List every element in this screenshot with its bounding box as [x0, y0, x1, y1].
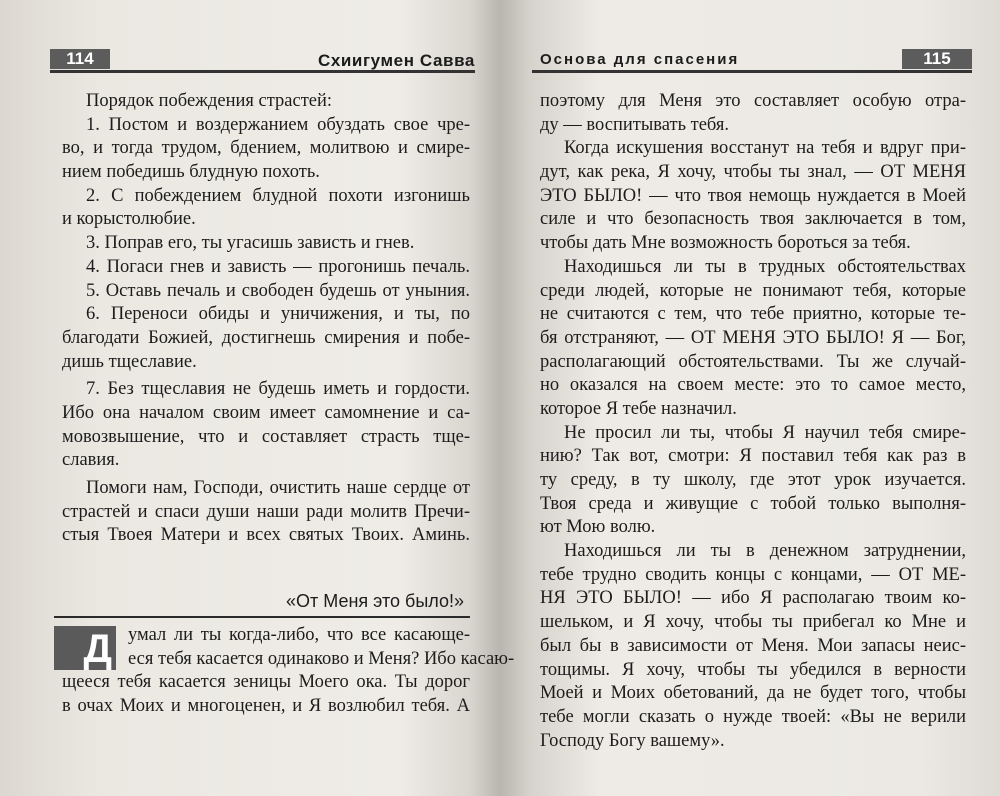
text-line: ду — воспитывать тебя. [540, 114, 730, 135]
running-head-right: Основа для спасения [540, 51, 740, 68]
text-line: Находишься ли ты в денежном затруднении, [564, 541, 966, 562]
text-line: бя отстраняют, — ОТ МЕНЯ ЭТО БЫЛО! Я — Бог, [540, 327, 966, 348]
chapter-title: «От Меня это было!» [286, 591, 464, 612]
text-line: Помоги нам, Господи, очистить наше сердце от [86, 478, 470, 498]
header-rule-right [532, 70, 972, 73]
text-line: 7. Без тщеславия не будешь иметь и гордости. [86, 379, 470, 400]
right-page-body [540, 90, 966, 753]
text-line: Порядок побеждения страстей: [86, 91, 333, 111]
text-line: 4. Погаси гнев и зависть — прогонишь печаль. [86, 256, 470, 277]
right-page-header [532, 47, 972, 73]
text-line: 5. Оставь печаль и свободен будешь от уныния. [86, 280, 470, 301]
text-line: еся тебя касается одинаково и Меня? Ибо касаю- [128, 648, 515, 669]
text-line: 1. Постом и воздержанием обуздать свое чре- [86, 114, 470, 135]
text-line: Не просил ли ты, чтобы Я научил тебя смире- [564, 422, 966, 443]
text-line: нием победишь блудную похоть. [62, 162, 320, 183]
text-line: располагающий обстоятельствами. Ты же случай- [540, 351, 966, 372]
text-line: Находишься ли ты в трудных обстоятельствах [564, 256, 966, 277]
text-line: поэтому для Меня это составляет особую отра- [540, 91, 966, 111]
text-line: 6. Переноси обиды и уничижения, и ты, по [86, 304, 470, 325]
text-line: не считаются с тем, что тебе приятно, которые те- [540, 304, 966, 325]
text-line: щееся тебя касается зеницы Моего ока. Ты дорог [62, 672, 470, 693]
text-line: 3. Поправ его, ты угасишь зависть и гнев. [86, 233, 415, 254]
text-line: во, и тогда трудом, бдением, молитвою и смире- [62, 138, 470, 159]
text-line: умал ли ты когда-либо, что все касающе- [128, 625, 470, 646]
text-line: нию? Так вот, смотри: Я поставил тебя как раз в [540, 446, 966, 467]
text-line: шельком, и Я хочу, чтобы ты прибегал ко Мне и [540, 612, 966, 633]
left-page-body [62, 90, 515, 719]
text-line: ЭТО БЫЛО! — что твоя немощь нуждается в Моей [540, 185, 966, 206]
text-line: тебе могли сказать о нужде твоей: «Вы не верили [540, 706, 966, 727]
text-line: силе и что безопасность твоя заключается в том, [540, 209, 966, 230]
text-line: ют Мою волю. [540, 517, 656, 538]
text-line: дишь тщеславие. [62, 351, 197, 372]
text-line: НЯ ЭТО БЫЛО! — ибо Я располагаю твоим ко- [540, 588, 966, 609]
header-rule-left [50, 70, 475, 73]
text-line: Когда искушения восстанут на тебя и вдруг при- [564, 138, 966, 159]
text-line: славия. [62, 450, 120, 471]
text-line: тебе трудно сводить концы с концами, — ОТ МЕ- [540, 564, 966, 585]
text-line: дут, как река, Я хочу, чтобы ты знал, — ОТ МЕНЯ [540, 162, 966, 183]
page-number-left: 114 [50, 49, 110, 69]
page-number-right: 115 [902, 49, 972, 69]
text-line: в очах Моих и многоценен, и Я возлюбил тебя. А [62, 696, 470, 717]
chapter-opening [62, 624, 515, 719]
text-line: благодати Божией, достигнешь смирения и побе- [62, 327, 470, 348]
text-line: мовозвышение, что и составляет страсть тще- [62, 426, 470, 447]
text-line: но оказался на своем месте: это то самое место, [540, 375, 966, 396]
text-line: тощимы. Я хочу, чтобы ты убедился в верности [540, 659, 966, 680]
text-line: страстей и спаси души наши ради молитв Пречи- [62, 501, 470, 522]
text-line: был бы в зависимости от Меня. Мои запасы неис- [540, 635, 966, 656]
text-line: стыя Твоея Матери и всех святых Твоих. Аминь. [62, 525, 470, 546]
text-line: Твоя среда и живущие с тобой только выполня- [540, 493, 966, 514]
right-page [512, 0, 1000, 796]
text-line: Господу Богу вашему». [540, 730, 725, 751]
text-line: ту среду, в ту школу, где этот урок изучается. [540, 470, 966, 490]
text-line: Ибо она началом своим имеет самомнение и са- [62, 402, 470, 423]
text-line: и корыстолюбие. [62, 209, 196, 230]
chapter-heading [62, 588, 470, 618]
text-line: Моей и Моих обетований, да не будет того, чтобы [540, 683, 966, 704]
text-line: которое Я тебе назначил. [540, 398, 737, 419]
running-head-left: Схиигумен Савва [317, 51, 475, 70]
text-line: чтобы дать Мне возможность бороться за тебя. [540, 233, 911, 254]
drop-cap: Д [54, 626, 116, 670]
text-line: 2. С побеждением блудной похоти изгонишь [86, 185, 470, 206]
chapter-title-rule [54, 616, 470, 618]
left-page-header [50, 47, 475, 73]
text-line: среди людей, которые не понимают тебя, которые [540, 280, 966, 301]
